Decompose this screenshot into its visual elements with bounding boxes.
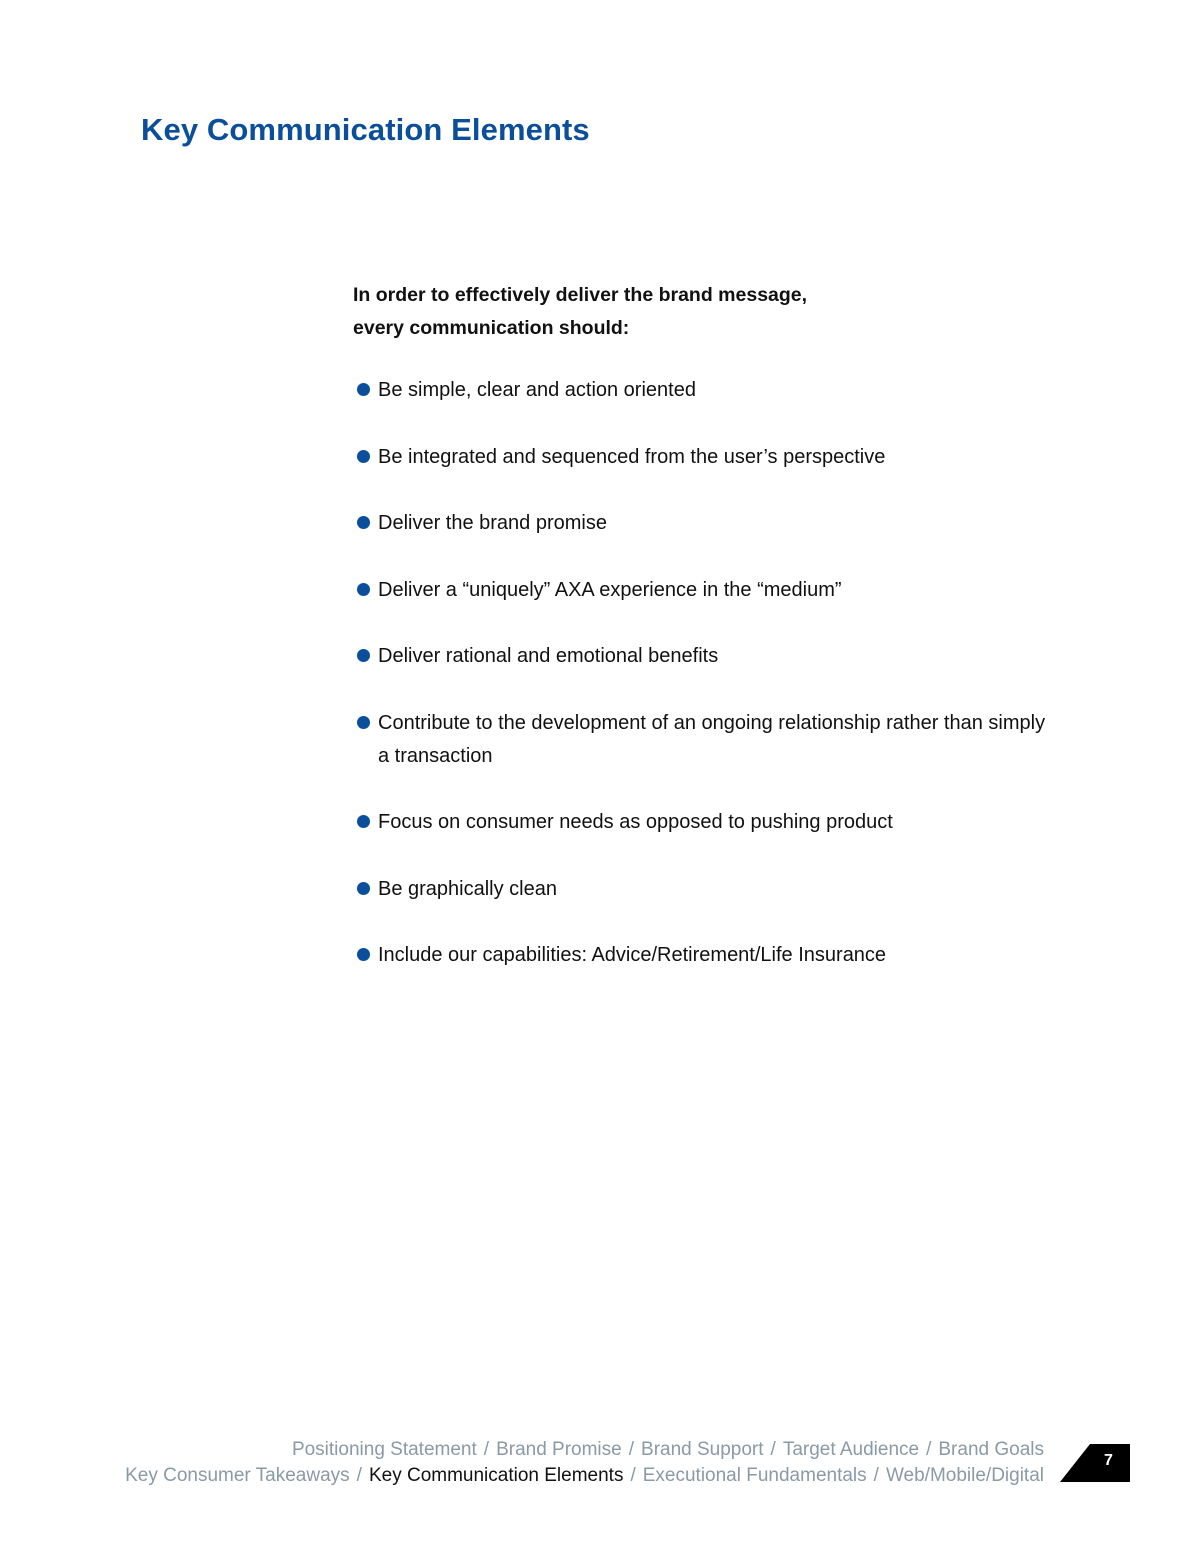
bullet-text: Include our capabilities: Advice/Retirement/Life Insurance (378, 944, 887, 966)
bullet-dot-icon (357, 383, 370, 396)
intro-text (353, 279, 807, 345)
list-item (356, 873, 1056, 906)
bullet-text: Contribute to the development of an ongoing relationship rather than simply a transaction (378, 711, 1046, 767)
bullet-text: Deliver rational and emotional benefits (378, 645, 719, 667)
bullet-text: Be graphically clean (378, 877, 557, 900)
list-item (356, 806, 1056, 839)
nav-separator: / (356, 1465, 362, 1486)
list-item (356, 640, 1056, 673)
bullet-dot-icon (357, 583, 370, 596)
list-item (356, 374, 1056, 407)
page-number: 7 (1104, 1452, 1113, 1469)
bullet-dot-icon (357, 716, 370, 729)
bullet-text: Be integrated and sequenced from the user’s perspective (378, 445, 886, 468)
page-tab-shape-icon (1060, 1444, 1130, 1482)
nav-separator: / (873, 1465, 879, 1486)
bullet-dot-icon (357, 649, 370, 662)
nav-separator: / (770, 1439, 776, 1460)
page-number-tab (1060, 1444, 1130, 1482)
footer-navigation (125, 1437, 1044, 1489)
list-item (356, 707, 1056, 773)
bullet-dot-icon (357, 815, 370, 828)
bullet-text: Focus on consumer needs as opposed to pushing product (378, 811, 893, 833)
bullet-list (356, 374, 1056, 1006)
nav-separator: / (630, 1465, 636, 1486)
nav-link-brand-support[interactable]: Brand Support (641, 1439, 764, 1460)
list-item (356, 441, 1056, 474)
nav-link-executional-fundamentals[interactable]: Executional Fundamentals (642, 1465, 867, 1486)
nav-link-key-consumer-takeaways[interactable]: Key Consumer Takeaways (125, 1465, 350, 1486)
nav-link-web-mobile-digital[interactable]: Web/Mobile/Digital (885, 1465, 1044, 1486)
nav-separator: / (483, 1439, 490, 1460)
nav-link-positioning-statement[interactable]: Positioning Statement (291, 1439, 477, 1460)
bullet-dot-icon (357, 450, 370, 463)
bullet-text: Be simple, clear and action oriented (378, 379, 696, 401)
list-item (356, 574, 1056, 607)
bullet-dot-icon (357, 516, 370, 529)
nav-link-brand-goals[interactable]: Brand Goals (938, 1439, 1044, 1460)
nav-link-brand-promise[interactable]: Brand Promise (496, 1439, 622, 1460)
nav-link-key-communication-elements-current[interactable]: Key Communication Elements (368, 1465, 624, 1486)
nav-link-target-audience[interactable]: Target Audience (782, 1439, 920, 1460)
list-item (356, 939, 1056, 972)
footer-nav-row-1 (125, 1437, 1044, 1463)
page-title: Key Communication Elements (141, 112, 590, 147)
bullet-dot-icon (357, 882, 370, 895)
bullet-text: Deliver a “uniquely” AXA experience in the “medium” (378, 578, 842, 601)
nav-separator: / (628, 1439, 635, 1460)
list-item (356, 507, 1056, 540)
bullet-text: Deliver the brand promise (378, 512, 607, 534)
intro-line-1: In order to effectively deliver the brand message, (353, 284, 808, 306)
intro-line-2: every communication should: (353, 317, 630, 339)
footer-nav-row-2 (125, 1463, 1044, 1489)
nav-separator: / (926, 1439, 932, 1460)
bullet-dot-icon (357, 948, 370, 961)
